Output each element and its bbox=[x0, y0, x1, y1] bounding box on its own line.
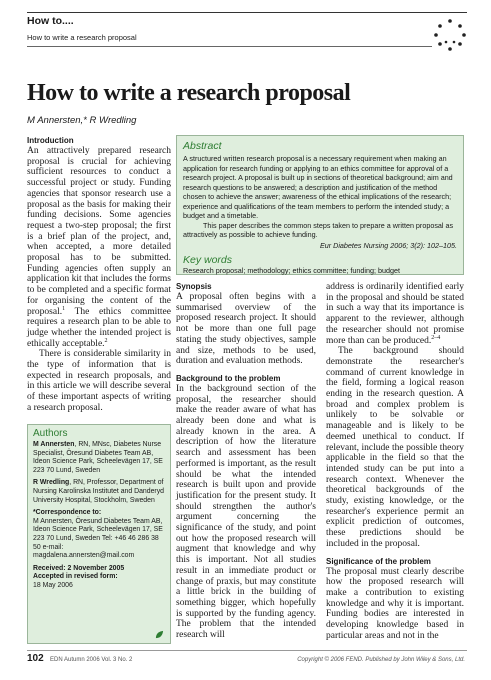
authors-box bbox=[27, 424, 171, 644]
journal-reference: EDN Autumn 2006 Vol. 3 No. 2 bbox=[50, 657, 133, 663]
authors-box-heading: Authors bbox=[33, 428, 68, 439]
column-2 bbox=[176, 282, 316, 641]
background-text: In the background section of the proposal, the researcher should make the reader aware of what has already been done and what is already known in the area. A description of how the literature search and assessment has been performed is important, as the result should be what the intended research is built upon and provide justification for the present study. It should strengthen the author's argument concerning the significance of the study, and point out how the proposed research will augment that knowledge and why this is important. Not all studies result in an immediate product or change of praxis, but may constitute a little brick in the building of something bigger, which hopefully is supported by the funding agency. The problem that the intended research will bbox=[176, 383, 316, 641]
keywords-heading: Key words bbox=[183, 254, 233, 266]
abstract-heading: Abstract bbox=[183, 140, 222, 152]
column-3 bbox=[326, 282, 464, 642]
abstract-paragraph-1: A structured written research proposal is a necessary requirement when making an application for research funding or applying to an ethics committee for approval of a research project. A proposal is built up in sections of theoretical background; aim and research questions to be answered; a description and justification of the method chosen to achieve the answer; awareness of the ethical implications of the research; experience and qualifications of the team members to perform the intended study; a budget and a timetable. bbox=[183, 154, 453, 220]
significance-text: The proposal must clearly describe how the proposed research will make a contribution to existing knowledge and why it is important. Funding bodies are interested in developing knowledge based in particular areas and not in the bbox=[326, 566, 464, 641]
received-date: Received: 2 November 2005 bbox=[33, 564, 125, 572]
footer-rule bbox=[27, 650, 467, 651]
copyright-notice: Copyright © 2006 FEND. Published by John Wiley & Sons, Ltd. bbox=[297, 657, 465, 663]
reference-2: 2 bbox=[104, 337, 108, 344]
col3-text-part-a: address is ordinarily identified early in the proposal and should be stated in such a way that its importance is apparent to the reviewer, although the researcher should not promise more than can be produced. bbox=[326, 282, 464, 346]
author-1-name: M Annersten bbox=[33, 441, 75, 448]
article-title: How to write a research proposal bbox=[27, 80, 351, 106]
section-subtitle: How to write a research proposal bbox=[27, 33, 137, 42]
author-1-affiliation: , RN, MNsc, Diabetes Nurse Specialist, Öresund Diabetes Team AB, Ideon Science Park, Scheelevägen 17, SE 223 70 Lund, Sweden bbox=[33, 441, 163, 474]
dates bbox=[33, 565, 165, 591]
column-3-paragraph-1 bbox=[326, 282, 464, 346]
correspondence bbox=[33, 509, 165, 561]
column-3-paragraph-2: The background should demonstrate the researcher's command of current knowledge in the field, forming a logical reason ending in the research question. A broad and complex problem is unlikely to be solvable or manageable and is likely to be deemed unethical to conduct. If relevant, include the possible theory applicable in the field so that the intended study can be put into a research context. Whenever the theoretical backgrounds of the study, existing knowledge, or the researcher's experience permit an explicit prediction of outcomes, these predictions should be included in the proposal. bbox=[326, 346, 464, 549]
author-1 bbox=[33, 441, 165, 475]
correspondence-text: M Annersten, Öresund Diabetes Team AB, Ideon Science Park, Scheelevägen 17, SE 223 70 Lund, Sweden Tel: +46 46 286 38 50 e-mail: magdalena.annersten@mail.com bbox=[33, 517, 163, 560]
accepted-date: 18 May 2006 bbox=[33, 581, 73, 589]
significance-heading: Significance of the problem bbox=[326, 556, 431, 566]
stars-logo-icon bbox=[432, 18, 468, 52]
section-label: How to.... bbox=[27, 15, 74, 27]
author-2-affiliation: , RN, Professor, Department of Nursing Karolinska Institutet and Danderyd University Hospital, Stockholm, Sweden bbox=[33, 479, 164, 504]
synopsis-heading: Synopsis bbox=[176, 282, 212, 291]
abstract-box bbox=[176, 135, 464, 275]
synopsis-text: A proposal often begins with a summarised overview of the proposed research project. It should not be more than one full page stating the study objectives, sample and size, methods to be used, duration and evaluation methods. bbox=[176, 292, 316, 367]
header-rule bbox=[27, 12, 467, 13]
keywords-text: Research proposal; methodology; ethics committee; funding; budget bbox=[183, 266, 400, 275]
introduction-heading: Introduction bbox=[27, 136, 74, 145]
reference-2-4: 2–4 bbox=[431, 334, 441, 341]
accepted-heading: Accepted in revised form: bbox=[33, 573, 118, 581]
author-2 bbox=[33, 479, 165, 505]
introduction-text bbox=[27, 146, 171, 414]
background-heading: Background to the problem bbox=[176, 373, 281, 383]
page-number: 102 bbox=[27, 653, 44, 664]
introduction-paragraph-2: There is considerable similarity in the type of information that is expected in research proposals, and in this article we will describe several of these important aspects of writing a research proposal. bbox=[27, 349, 171, 413]
abstract-paragraph-2: This paper describes the common steps taken to prepare a written proposal as attractively as possible to achieve funding. bbox=[183, 220, 454, 239]
correspondence-heading: *Correspondence to: bbox=[33, 509, 102, 517]
intro-text-part-a: An attractively prepared research proposal is crucial for achieving sufficient resources to conduct a successful project or study. Funding agencies that sponsor research use a proposal as the basis for making their funding decisions. Some agencies request a two-step proposal; the first is a brief plan of the project, and, when accepted, a more detailed proposal has to be submitted. Funding agencies often supply an application kit that includes the forms to be completed and a specific format for organising the content of the proposal. bbox=[27, 146, 171, 317]
abstract-citation: Eur Diabetes Nursing 2006; 3(2): 102–105. bbox=[319, 240, 457, 250]
subtitle-rule bbox=[27, 46, 432, 47]
reference-1: 1 bbox=[62, 305, 66, 312]
author-2-name: R Wredling bbox=[33, 479, 70, 487]
leaf-icon bbox=[155, 630, 164, 639]
article-authors: M Annersten,* R Wredling bbox=[27, 115, 137, 126]
abstract-text bbox=[183, 154, 457, 250]
intro-text-part-b: The ethics committee requires a research plan to be able to judge whether the intended project is ethically acceptable. bbox=[27, 306, 171, 349]
introduction-paragraph-1 bbox=[27, 146, 171, 349]
